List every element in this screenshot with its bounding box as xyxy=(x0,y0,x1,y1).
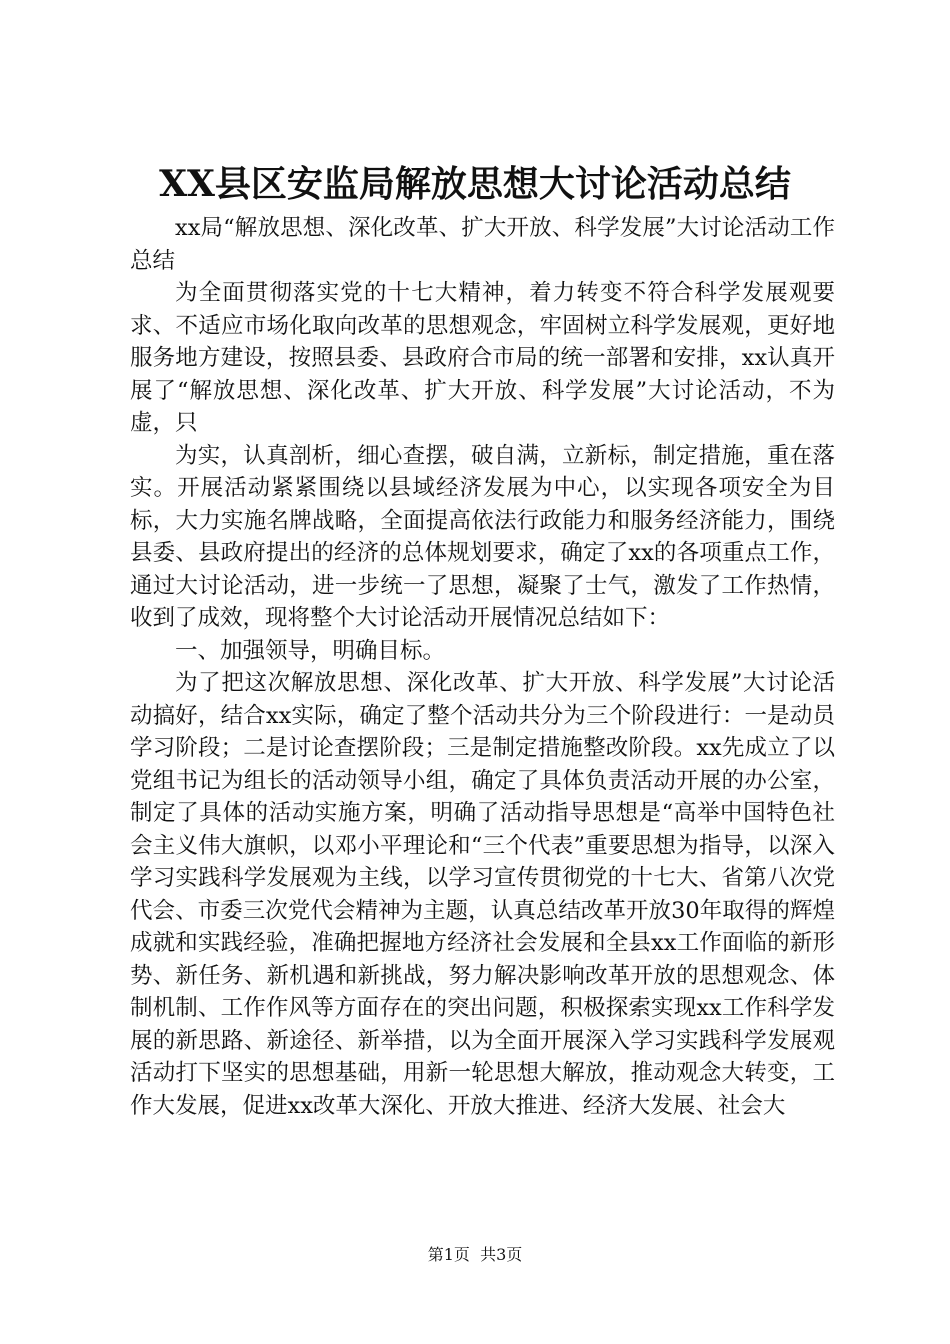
paragraph-section-1: 为了把这次解放思想、深化改革、扩大开放、科学发展”大讨论活动搞好，结合xx实际，确定了整个活动共分为三个阶段进行：一是动员学习阶段；二是讨论查摆阶段；三是制定措施整改阶段。xx先成立了以党组书记为组长的活动领导小组，确定了具体负责活动开展的办公室，制定了具体的活动实施方案，明确了活动指导思想是“高举中国特色社会主义伟大旗帜，以邓小平理论和“三个代表”重要思想为指导，以深入学习实践科学发展观为主线，以学习宣传贯彻党的十七大、省第八次党代会、市委三次党代会精神为主题，认真总结改革开放30年取得的辉煌成就和实践经验，准确把握地方经济社会发展和全县xx工作面临的新形势、新任务、新机遇和新挑战，努力解决影响改革开放的思想观念、体制机制、工作作风等方面存在的突出问题，积极探索实现xx工作科学发展的新思路、新途径、新举措，以为全面开展深入学习实践科学发展观活动打下坚实的思想基础，用新一轮思想大解放，推动观念大转变，工作大发展，促进xx改革大深化、开放大推进、经济大发展、社会大 xyxy=(130,670,835,1119)
document-title: XX县区安监局解放思想大讨论活动总结 xyxy=(159,163,791,205)
section-heading-1: 一、加强领导，明确目标。 xyxy=(175,637,446,664)
paragraph-summary: 为实，认真剖析，细心查摆，破自满，立新标，制定措施，重在落实。开展活动紧紧围绕以县域经济发展为中心，以实现各项安全为目标，大力实施名牌战略，全面提高依法行政能力和服务经济能力，围绕县委、县政府提出的经济的总体规划要求，确定了xx的各项重点工作，通过大讨论活动，进一步统一了思想，凝聚了士气，激发了工作热情，收到了成效，现将整个大讨论活动开展情况总结如下： xyxy=(130,442,835,631)
paragraph-subtitle: xx局“解放思想、深化改革、扩大开放、科学发展”大讨论活动工作总结 xyxy=(130,215,835,274)
paragraph-intro: 为全面贯彻落实党的十七大精神，着力转变不符合科学发展观要求、不适应市场化取向改革的思想观念，牢固树立科学发展观，更好地服务地方建设，按照县委、县政府合市局的统一部署和安排，xx认真开展了“解放思想、深化改革、扩大开放、科学发展”大讨论活动，不为虚，只 xyxy=(130,280,835,436)
document-body xyxy=(130,212,835,1122)
page-number-footer: 第1页 共3页 xyxy=(427,1245,523,1264)
